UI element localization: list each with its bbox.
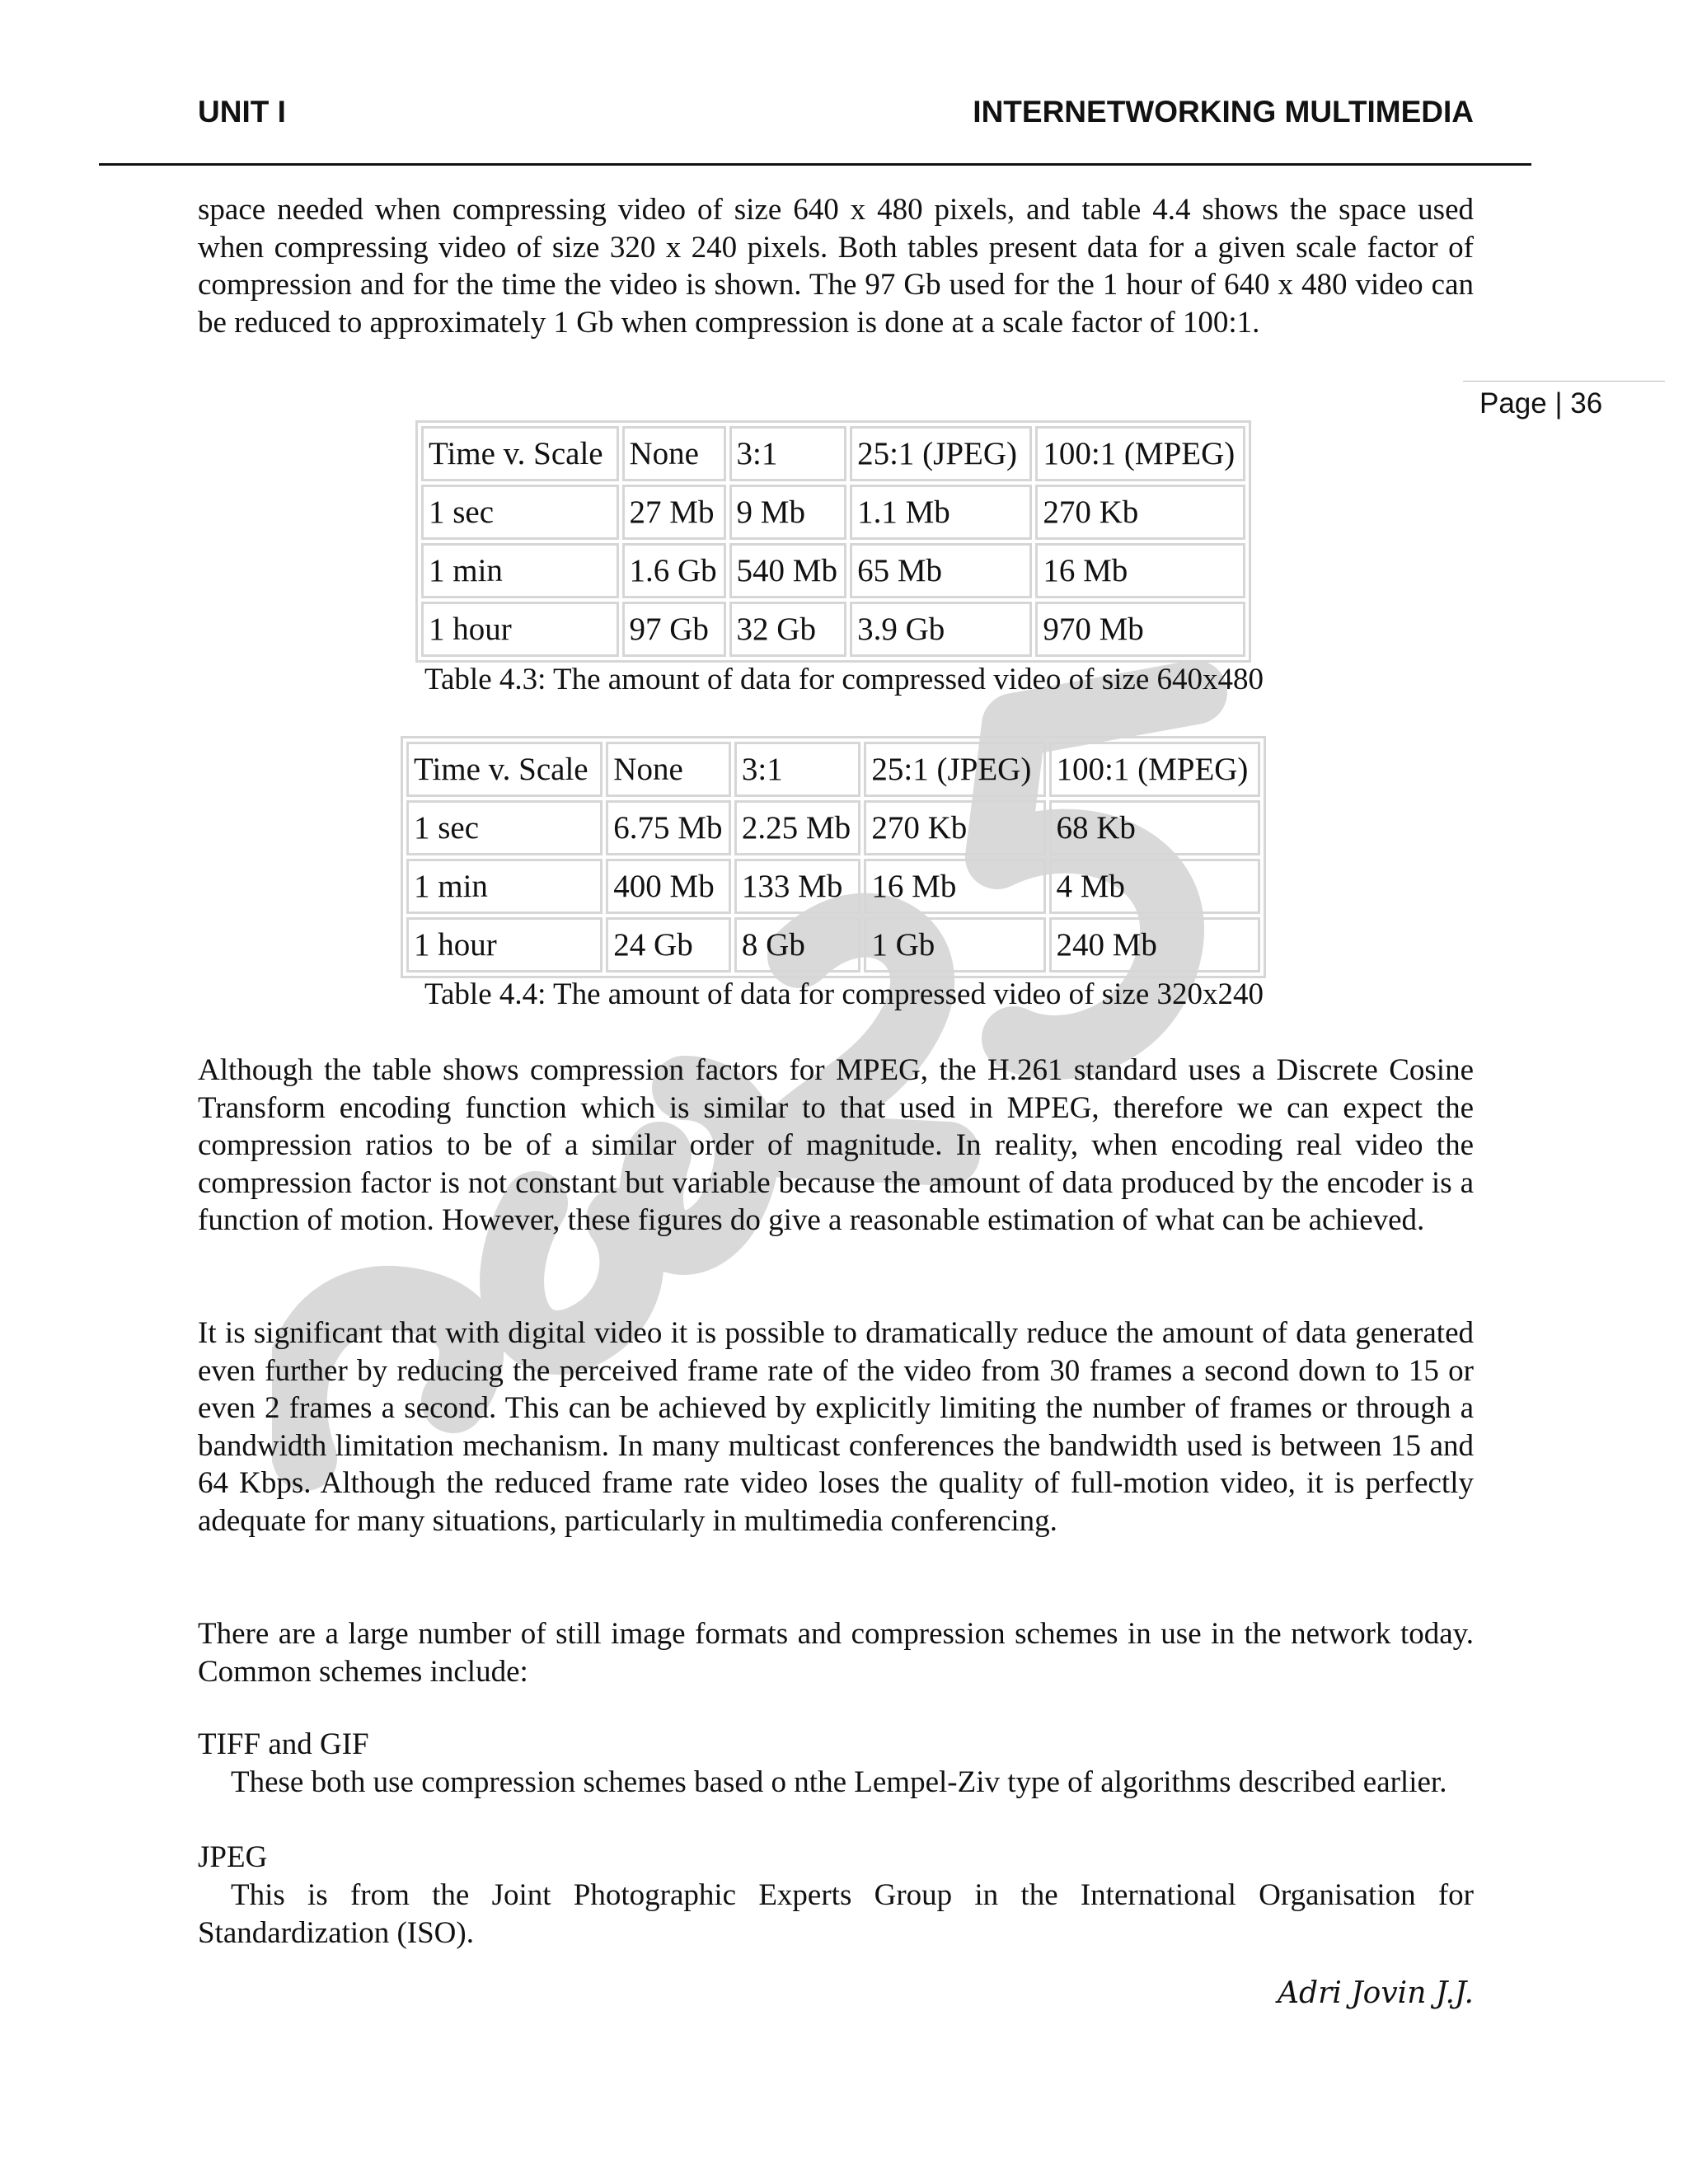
intro-paragraph: space needed when compressing video of size 640 x 480 pixels, and table 4.4 shows the space used when compressing video of size 320 x 240 pixels. Both tables present data for a given scale factor of compression and for the time the video is shown. The 97 Gb used for the 1 hour of 640 x 480 video can be reduced to approximately 1 Gb when compression is done at a scale factor of 100:1. [198, 193, 1474, 340]
item-body-tiff-gif: These both use compression schemes based o nthe Lempel-Ziv type of algorithms described earlier. [231, 1765, 1447, 1799]
table-cell: 27 Mb [622, 485, 726, 540]
table-row [421, 485, 1245, 540]
table-cell: 1 sec [406, 800, 603, 855]
table-header-cell: 3:1 [729, 426, 847, 481]
table-caption-4-3: Table 4.3: The amount of data for compressed video of size 640x480 [424, 663, 1264, 696]
page-header [198, 95, 1474, 141]
table-640x480 [415, 420, 1251, 663]
table-header-row [421, 426, 1245, 481]
table-row [421, 543, 1245, 598]
table-header-cell: 25:1 (JPEG) [864, 742, 1045, 797]
paragraph-h261: Although the table shows compression factors for MPEG, the H.261 standard uses a Discrete Cosine Transform encoding function which is similar to that used in MPEG, therefore we can expect the compression ratios to be of a similar order of magnitude. In reality, when encoding real video the compression factor is not constant but variable because the amount of data produced by the encoder is a function of motion. However, these figures do give a reasonable estimation of what can be achieved. [198, 1053, 1474, 1237]
item-body-jpeg: This is from the Joint Photographic Experts Group in the International Organisation for Standardization (ISO). [198, 1878, 1474, 1950]
table-row [406, 859, 1260, 914]
table-cell: 9 Mb [729, 485, 847, 540]
table-cell: 1.1 Mb [850, 485, 1032, 540]
subject-title: INTERNETWORKING MULTIMEDIA [973, 95, 1474, 129]
table-cell: 4 Mb [1049, 859, 1261, 914]
page-number: Page | 36 [1479, 387, 1603, 419]
page-number-divider [1463, 381, 1665, 382]
table-header-cell: Time v. Scale [406, 742, 603, 797]
table-cell: 16 Mb [864, 859, 1045, 914]
table-caption-4-4: Table 4.4: The amount of data for compressed video of size 320x240 [424, 977, 1264, 1011]
table-cell: 1 min [421, 543, 619, 598]
table-cell: 540 Mb [729, 543, 847, 598]
table-cell: 24 Gb [606, 917, 731, 972]
table-cell: 6.75 Mb [606, 800, 731, 855]
paragraph-frame-rate: It is significant that with digital video it is possible to dramatically reduce the amount of data generated even further by reducing the perceived frame rate of the video from 30 frames a second down to 15 or even 2 frames a second. This can be achieved by explicitly limiting the number of frames or through a bandwidth limitation mechanism. In many multicast conferences the bandwidth used is between 15 and 64 Kbps. Although the reduced frame rate video loses the quality of full-motion video, it is perfectly adequate for many situations, particularly in multimedia conferencing. [198, 1316, 1474, 1538]
table-cell: 8 Gb [734, 917, 860, 972]
table-cell: 68 Kb [1049, 800, 1261, 855]
table-cell: 270 Kb [864, 800, 1045, 855]
paragraph-image-formats: There are a large number of still image formats and compression schemes in use in the network today. Common schemes include: [198, 1617, 1474, 1689]
table-cell: 1.6 Gb [622, 543, 726, 598]
header-divider [99, 163, 1531, 166]
table-header-cell: 100:1 (MPEG) [1049, 742, 1261, 797]
table-header-cell: 3:1 [734, 742, 860, 797]
author-signature: Adri Jovin J.J. [1278, 1976, 1474, 2010]
table-320x240 [401, 736, 1266, 978]
table-header-cell: 25:1 (JPEG) [850, 426, 1032, 481]
table-row [421, 602, 1245, 657]
item-title-jpeg: JPEG [198, 1840, 268, 1874]
table-header-row [406, 742, 1260, 797]
table-row [406, 917, 1260, 972]
table-cell: 240 Mb [1049, 917, 1261, 972]
table-header-cell: None [622, 426, 726, 481]
table-cell: 270 Kb [1035, 485, 1245, 540]
table-cell: 1 hour [406, 917, 603, 972]
table-cell: 1 hour [421, 602, 619, 657]
table-cell: 970 Mb [1035, 602, 1245, 657]
item-title-tiff-gif: TIFF and GIF [198, 1727, 369, 1761]
table-header-cell: None [606, 742, 731, 797]
table-header-cell: 100:1 (MPEG) [1035, 426, 1245, 481]
table-cell: 400 Mb [606, 859, 731, 914]
table-cell: 65 Mb [850, 543, 1032, 598]
table-cell: 97 Gb [622, 602, 726, 657]
table-cell: 1 sec [421, 485, 619, 540]
table-cell: 1 Gb [864, 917, 1045, 972]
table-cell: 3.9 Gb [850, 602, 1032, 657]
table-cell: 2.25 Mb [734, 800, 860, 855]
table-cell: 1 min [406, 859, 603, 914]
table-header-cell: Time v. Scale [421, 426, 619, 481]
unit-label: UNIT I [198, 95, 286, 129]
table-cell: 133 Mb [734, 859, 860, 914]
table-cell: 32 Gb [729, 602, 847, 657]
table-cell: 16 Mb [1035, 543, 1245, 598]
table-row [406, 800, 1260, 855]
